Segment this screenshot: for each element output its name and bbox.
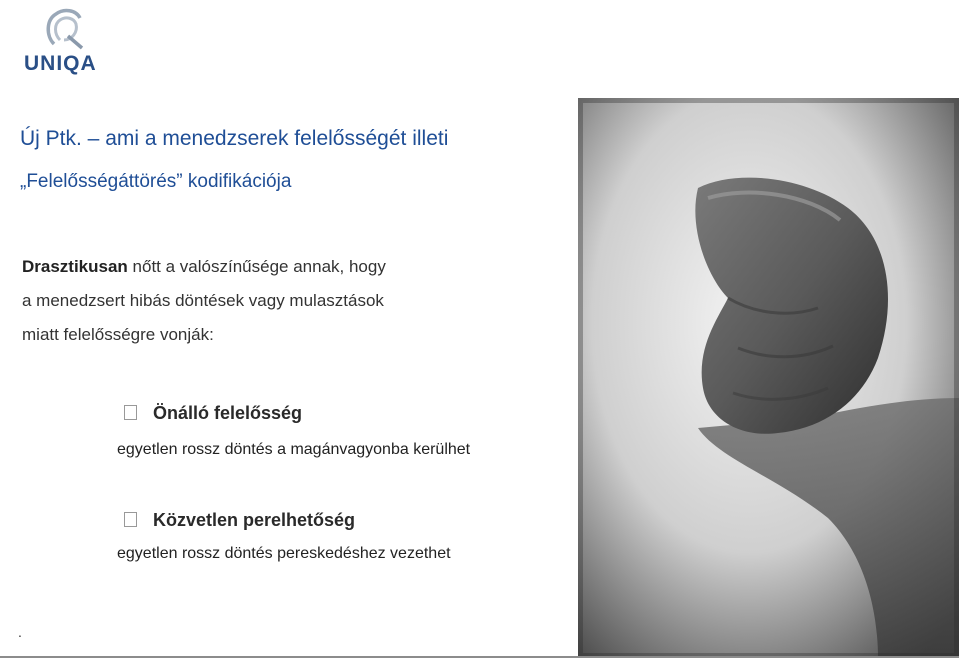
- bullet-box-icon: [124, 512, 137, 527]
- bullet-heading-text: Közvetlen perelhetőség: [153, 510, 356, 530]
- bullet-description-2: egyetlen rossz döntés pereskedéshez vezethet: [117, 545, 451, 562]
- footer-mark: .: [18, 624, 22, 640]
- paragraph-line-2: a menedzsert hibás döntések vagy mulasztások: [22, 291, 384, 310]
- uniqa-logo-mark: [42, 6, 90, 50]
- title-dash: –: [81, 127, 106, 150]
- paragraph-line-1-rest: nőtt a valószínűsége annak, hogy: [127, 257, 386, 276]
- paragraph-bold: Drasztikusan: [22, 257, 128, 276]
- intro-paragraph: [22, 250, 542, 352]
- bullet-heading-text: Önálló felelősség: [153, 403, 303, 423]
- pointing-hand-photo: [578, 98, 959, 658]
- uniqa-logo: [20, 6, 120, 76]
- title-rest: ami a menedzserek felelősségét illeti: [105, 127, 449, 150]
- slide-title: [20, 126, 448, 152]
- bullet-box-icon: [124, 405, 137, 420]
- paragraph-line-3: miatt felelősségre vonják:: [22, 325, 214, 344]
- slide-subtitle: „Felelősségáttörés” kodifikációja: [20, 171, 292, 192]
- bullet-heading-2: [124, 510, 355, 531]
- bullet-heading-1: [124, 403, 302, 424]
- title-prefix: Új Ptk.: [20, 127, 82, 150]
- paragraph-line-1: [22, 250, 542, 284]
- logo-wordmark: UNIQA: [24, 52, 97, 75]
- bullet-description-1: egyetlen rossz döntés a magánvagyonba kerülhet: [117, 441, 471, 458]
- bottom-divider: [0, 656, 959, 658]
